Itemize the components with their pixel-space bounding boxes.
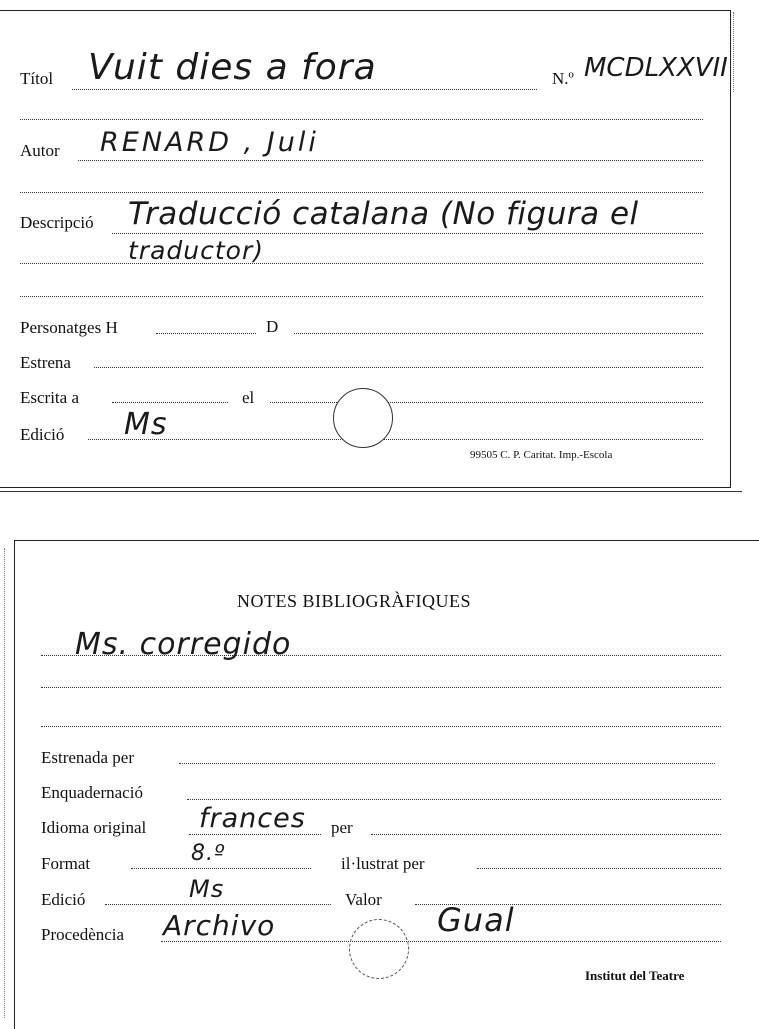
- estrenada-label: Estrenada per: [41, 748, 134, 767]
- scan-edge-speckle: [733, 12, 744, 92]
- descripcio-line-2: [20, 263, 703, 264]
- descripcio-line: [112, 233, 703, 234]
- note-value-1: Ms. corregido: [75, 627, 292, 662]
- edicio-line: [88, 439, 703, 440]
- illustrat-line: [477, 868, 721, 869]
- card-title: NOTES BIBLIOGRÀFIQUES: [237, 591, 472, 611]
- blank-line: [20, 119, 703, 120]
- el-label: el: [242, 388, 255, 407]
- format-label: Format: [41, 854, 91, 873]
- escrita-line: [112, 402, 228, 403]
- personatges-d-label: D: [266, 317, 279, 336]
- enquadernacio-line: [187, 799, 721, 800]
- note-line-2: [41, 687, 721, 688]
- titol-line: [72, 89, 537, 90]
- number-value: MCDLXXVII: [584, 53, 728, 83]
- idioma-line: [189, 834, 321, 835]
- punch-hole: [333, 388, 393, 448]
- personatges-h-line: [156, 333, 256, 334]
- printer-imprint: 99505 C. P. Caritat. Imp.-Escola: [470, 449, 613, 461]
- catalog-card-front: [0, 10, 731, 488]
- estrenada-line: [179, 763, 715, 764]
- autor-value: RENARD , Juli: [100, 127, 319, 158]
- institut-imprint: Institut del Teatre: [585, 968, 685, 983]
- descripcio-label: Descripció: [20, 213, 94, 232]
- illustrat-label: il·lustrat per: [341, 854, 425, 873]
- back-edicio-line: [105, 904, 331, 905]
- titol-label: Títol: [20, 69, 54, 88]
- procedencia-value-2: Gual: [437, 901, 515, 939]
- number-label: N.º: [552, 69, 574, 88]
- format-value: 8.º: [191, 841, 226, 866]
- autor-label: Autor: [20, 141, 60, 160]
- blank-line: [20, 296, 703, 297]
- catalog-card-back: [14, 540, 759, 1029]
- escrita-label: Escrita a: [20, 388, 79, 407]
- idioma-value: frances: [199, 803, 306, 834]
- edicio-value: Ms: [124, 407, 168, 442]
- procedencia-label: Procedència: [41, 925, 125, 944]
- format-line: [131, 868, 311, 869]
- scan-edge-speckle: [4, 548, 15, 1018]
- back-edicio-label: Edició: [41, 890, 86, 909]
- procedencia-value-1: Archivo: [163, 909, 276, 942]
- estrena-line: [94, 367, 703, 368]
- descripcio-value-2: traductor): [128, 236, 264, 265]
- valor-label: Valor: [345, 890, 382, 909]
- edicio-label: Edició: [20, 425, 65, 444]
- back-edicio-value: Ms: [189, 875, 225, 903]
- idioma-per-line: [371, 834, 721, 835]
- el-line: [270, 402, 703, 403]
- autor-line: [78, 160, 703, 161]
- note-line-3: [41, 726, 721, 727]
- card-separator: [0, 491, 742, 492]
- blank-line: [20, 192, 703, 193]
- estrena-label: Estrena: [20, 353, 71, 372]
- titol-value: Vuit dies a fora: [88, 47, 377, 88]
- personatges-label: Personatges H: [20, 318, 118, 337]
- personatges-d-line: [294, 333, 703, 334]
- enquadernacio-label: Enquadernació: [41, 783, 143, 802]
- idioma-per-label: per: [331, 818, 353, 837]
- punch-hole: [349, 919, 409, 979]
- descripcio-value-1: Traducció catalana (No figura el: [128, 196, 639, 232]
- idioma-label: Idioma original: [41, 818, 147, 837]
